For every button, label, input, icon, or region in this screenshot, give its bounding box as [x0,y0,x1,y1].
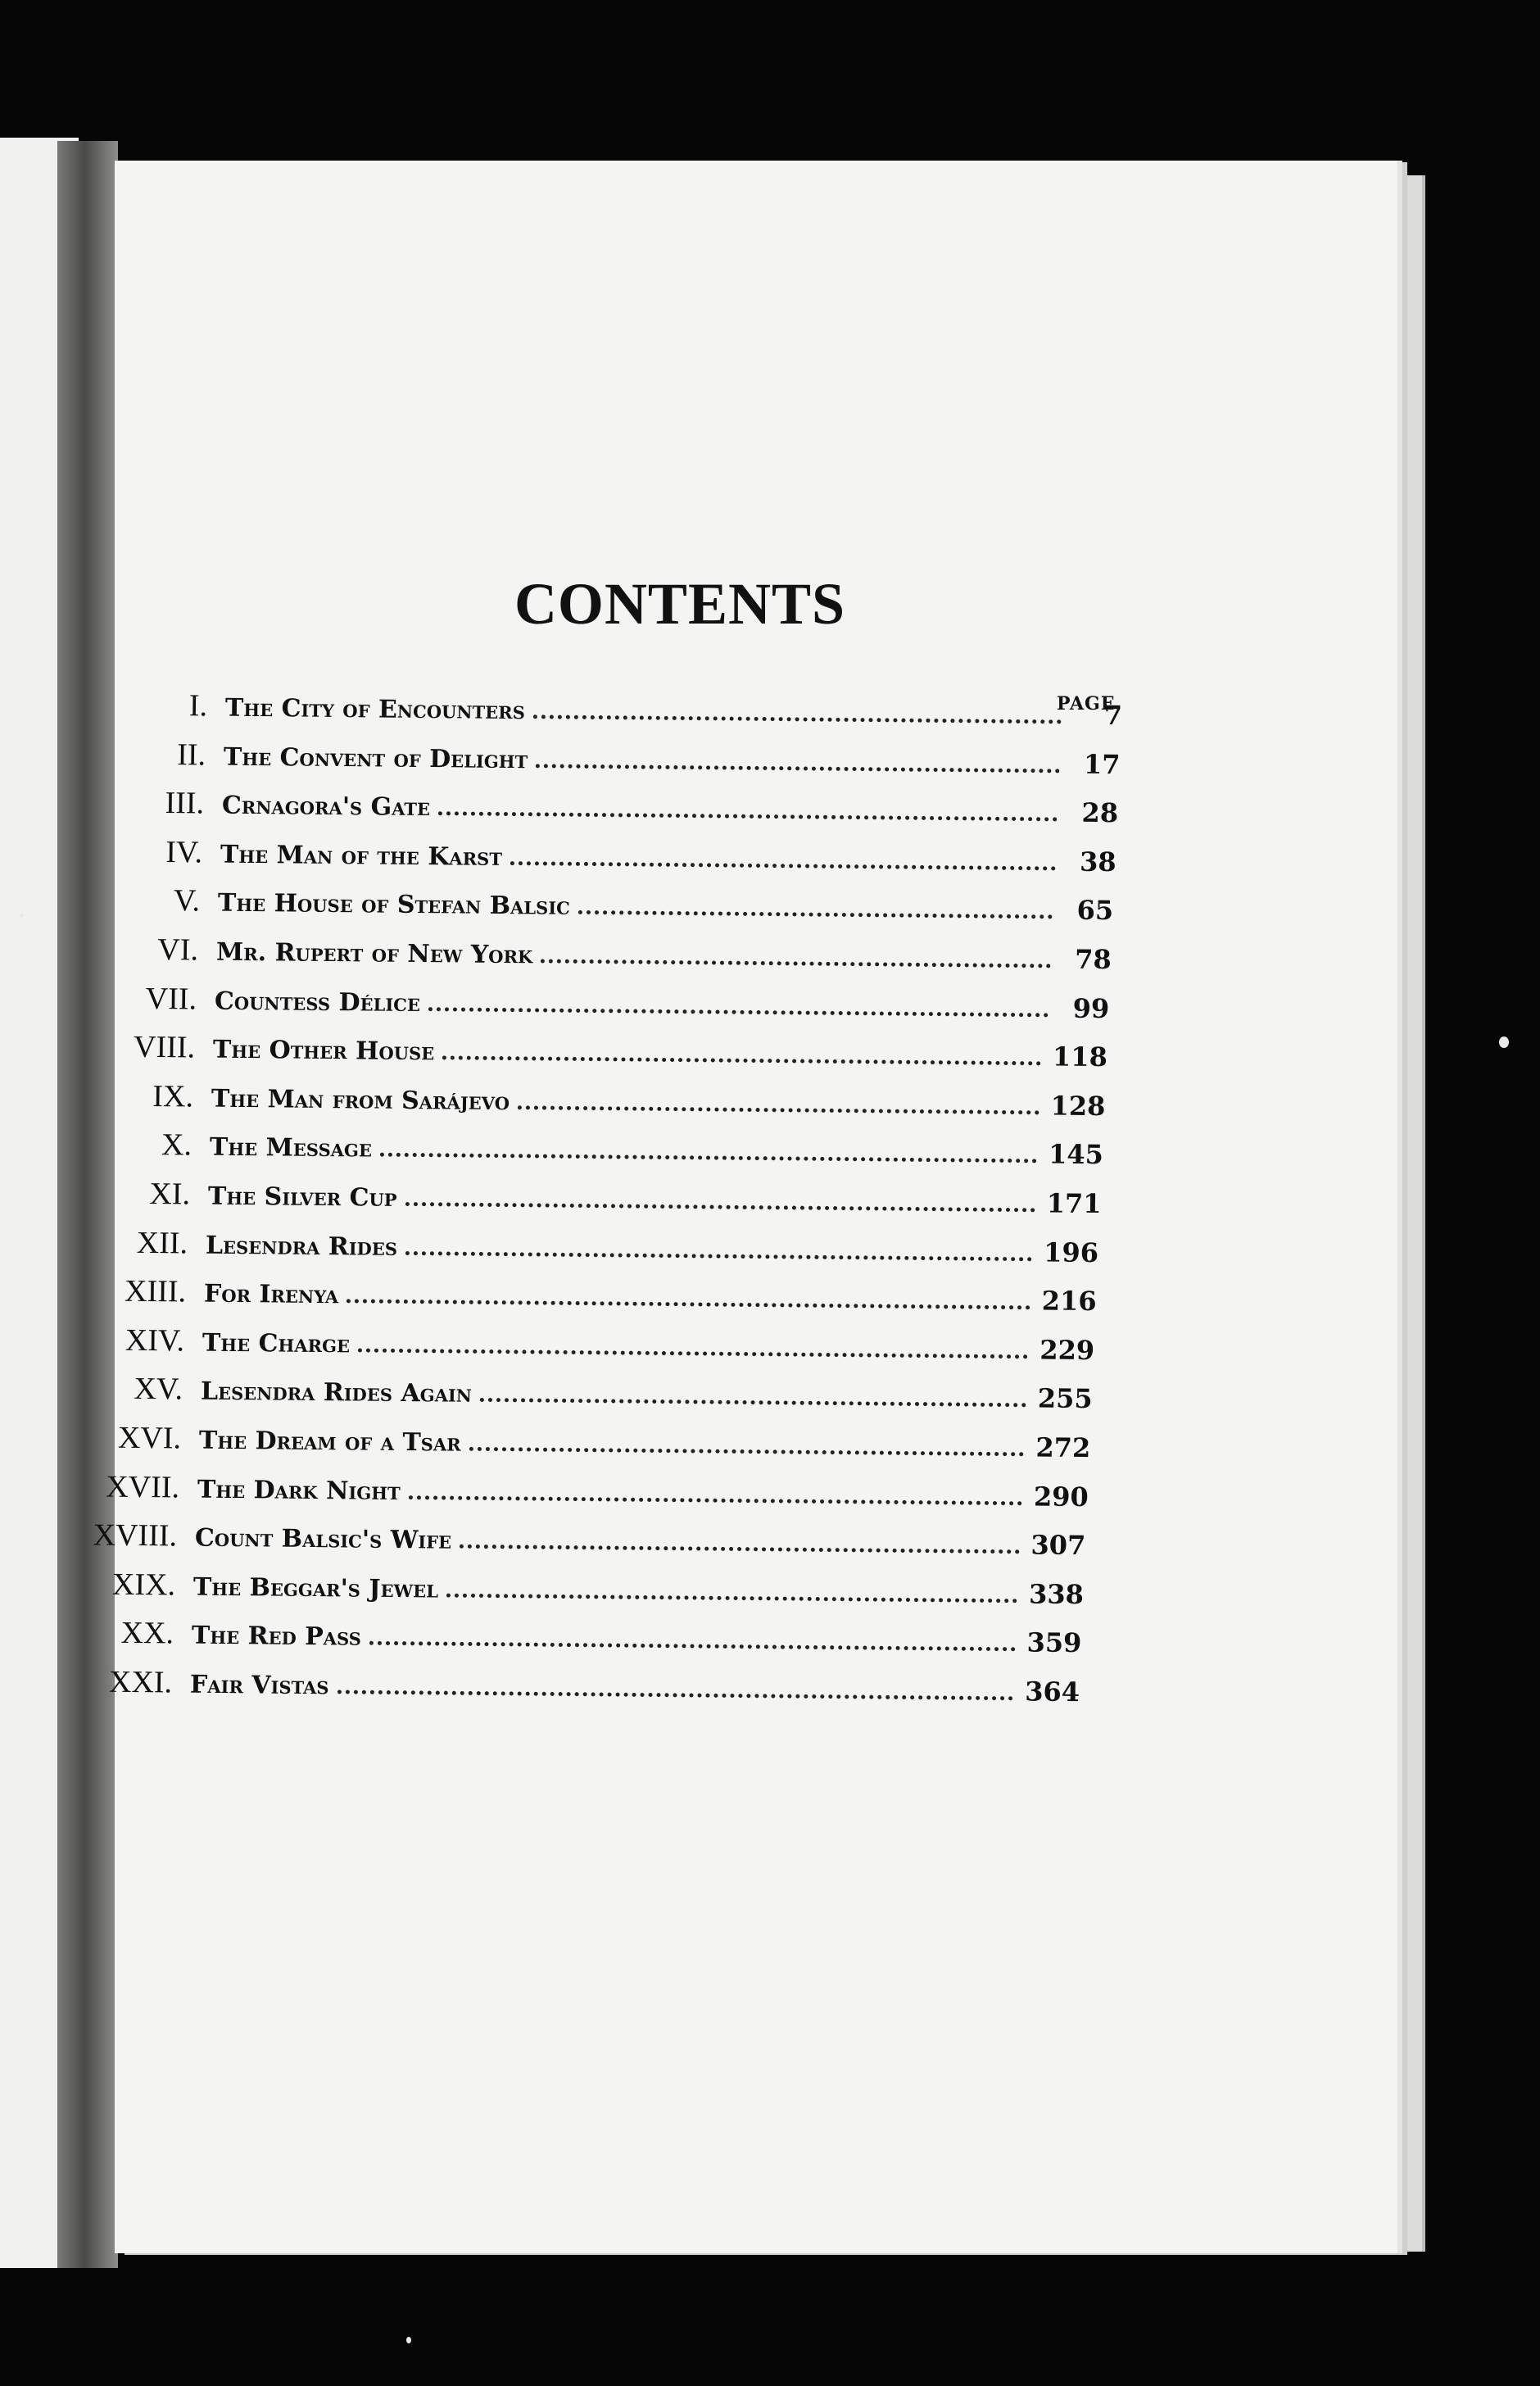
toc-entry [56,1468,1088,1521]
chapter-title: Mr. Rupert of New York [216,937,533,970]
chapter-page-number: 364 [1024,1676,1080,1708]
toc-entry [54,1517,1086,1569]
chapter-title: The Silver Cup [207,1182,397,1213]
chapter-title: The Man of the Karst [220,840,502,872]
chapter-numeral: II. [176,737,206,773]
toc-entry [74,980,1110,1032]
chapter-numeral: XIX. [112,1567,176,1603]
chapter-page-number: 171 [1045,1187,1102,1220]
chapter-title: The Dream of a Tsar [198,1426,461,1458]
dot-leader [379,1153,1036,1164]
dot-leader [405,1251,1032,1261]
dot-leader [408,1495,1021,1505]
dot-leader [533,714,1062,724]
chapter-page-number: 118 [1052,1041,1107,1073]
chapter-page-number: 272 [1035,1431,1091,1464]
toc-entry [58,1419,1091,1472]
chapter-page-number: 359 [1026,1626,1082,1659]
chapter-numeral: I. [188,688,208,724]
chapter-title: The Man from Sarájevo [211,1084,510,1116]
toc-entry [70,1077,1106,1130]
chapter-page-number: 216 [1041,1285,1097,1318]
chapter-page-number: 145 [1048,1138,1103,1171]
chapter-numeral: XIII. [125,1273,187,1309]
chapter-title: The Charge [202,1328,351,1359]
toc-entry [49,1663,1080,1716]
chapter-page-number: 229 [1040,1334,1095,1366]
dot-leader [358,1348,1028,1359]
chapter-numeral: V. [174,883,201,919]
chapter-numeral: IV. [165,834,202,870]
toc-entry [72,1028,1107,1081]
chapter-numeral: XI. [148,1176,190,1212]
chapter-title: Crnagora's Gate [221,791,430,823]
toc-entry [79,833,1116,886]
chapter-page-number: 7 [1103,699,1123,732]
dot-leader [405,1202,1035,1212]
chapter-page-number: 128 [1050,1090,1106,1122]
chapter-numeral: X. [161,1127,192,1163]
chapter-page-number: 307 [1030,1529,1086,1562]
dot-leader [460,1545,1019,1554]
dot-leader [369,1641,1016,1652]
dust-speck [406,2337,411,2343]
dot-leader [480,1398,1026,1407]
chapter-page-number: 28 [1081,796,1118,829]
chapter-numeral: XVII. [105,1469,179,1505]
chapter-numeral: XXI. [108,1664,173,1700]
chapter-page-number: 78 [1075,943,1112,976]
toc-entry [75,931,1112,983]
chapter-title: Lesendra Rides Again [200,1377,473,1409]
chapter-title: The Convent of Delight [223,742,528,774]
chapter-page-number: 38 [1079,846,1116,878]
toc-entry [83,736,1121,788]
chapter-title: The Beggar's Jewel [193,1572,439,1604]
chapter-numeral: XV. [134,1372,183,1407]
dot-leader [428,1007,1049,1017]
chapter-page-number: 17 [1083,748,1121,780]
dust-speck [1499,1037,1509,1048]
chapter-numeral: III. [165,786,204,821]
dot-leader [518,1105,1040,1114]
dust-speck [20,914,24,918]
chapter-title: The Other House [212,1035,435,1067]
toc-entry [52,1566,1084,1618]
dot-leader [442,1056,1041,1066]
chapter-page-number: 196 [1044,1236,1099,1268]
chapter-page-number: 255 [1037,1382,1093,1415]
page-title: CONTENTS [514,571,846,637]
toc-entry [80,784,1118,837]
chapter-page-number: 65 [1076,895,1114,927]
chapter-numeral: XIV. [125,1322,185,1359]
chapter-title: Countess Délice [214,987,421,1018]
chapter-numeral: XVI. [117,1420,181,1456]
dot-leader [578,910,1053,919]
chapter-title: The Red Pass [191,1622,362,1653]
chapter-numeral: VI. [157,932,199,968]
chapter-numeral: XX. [120,1616,174,1651]
dot-leader [346,1300,1030,1310]
chapter-numeral: VII. [145,981,197,1017]
dot-leader [541,959,1051,968]
toc-entry [84,687,1122,739]
toc-entry [51,1614,1082,1667]
chapter-numeral: VIII. [133,1029,196,1065]
toc-entry [77,882,1114,934]
chapter-numeral: IX. [152,1078,194,1114]
toc-entry [68,1126,1103,1178]
chapter-page-number: 338 [1029,1578,1085,1610]
chapter-page-number: 290 [1033,1481,1089,1513]
dot-leader [510,861,1055,870]
chapter-title: For Irenya [204,1279,339,1310]
chapter-title: The House of Stefan Balsic [218,889,571,922]
chapter-numeral: XVIII. [93,1517,178,1554]
toc-entry [66,1175,1101,1227]
chapter-title: The Message [209,1133,372,1164]
dot-leader [469,1447,1024,1457]
page-column-label: PAGE [1057,693,1116,714]
chapter-title: The City of Encounters [224,693,526,726]
chapter-numeral: XII. [136,1225,188,1261]
toc-entry [60,1370,1093,1422]
dot-leader [337,1690,1013,1700]
chapter-title: Count Balsic's Wife [195,1523,452,1555]
chapter-title: Lesendra Rides [206,1231,398,1262]
toc-entry [65,1224,1098,1277]
chapter-page-number: 99 [1072,992,1110,1024]
chapter-title: Fair Vistas [189,1670,329,1701]
dot-leader [446,1593,1017,1603]
toc-entry [63,1272,1097,1325]
chapter-title: The Dark Night [197,1475,401,1506]
toc-entry [61,1322,1095,1374]
dot-leader [438,811,1058,821]
dot-leader [536,764,1059,773]
